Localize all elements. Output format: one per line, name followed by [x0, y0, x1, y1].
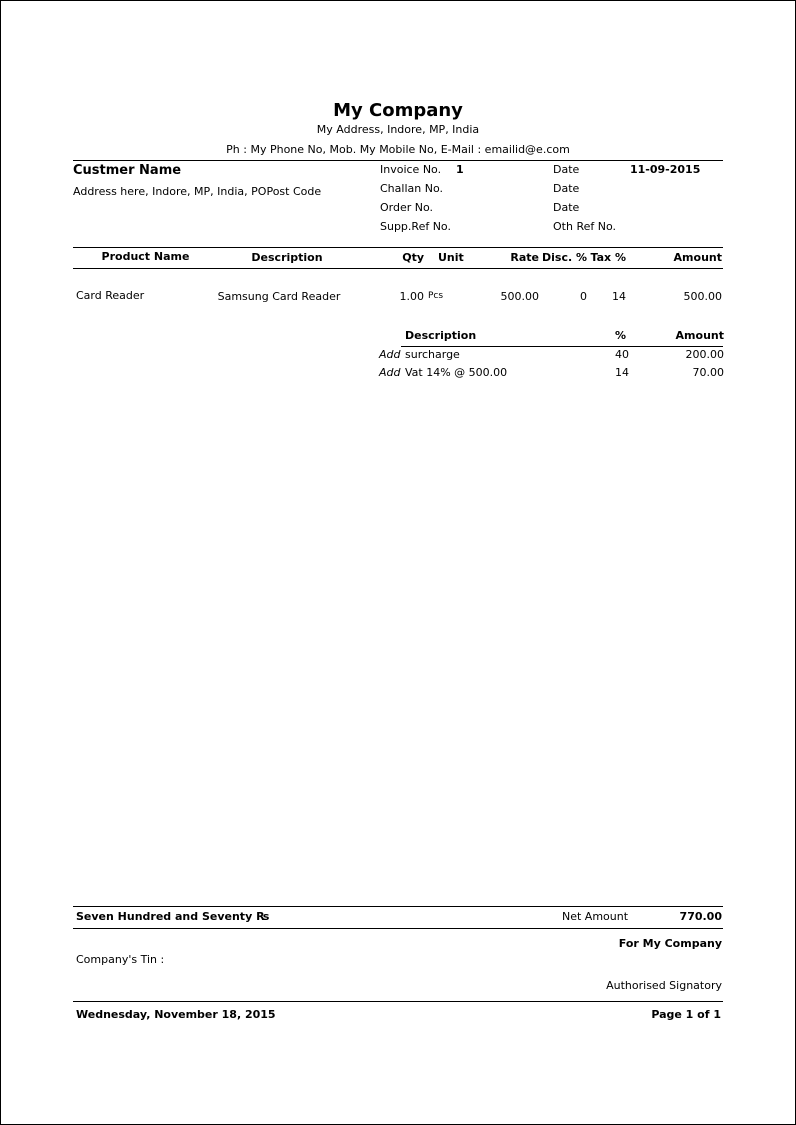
footer-divider	[73, 1001, 723, 1002]
supp-ref-label: Supp.Ref No.	[380, 220, 451, 233]
charges-col-description: Description	[405, 329, 477, 342]
charge-percent: 40	[615, 348, 629, 361]
invoice-date-value: 11-09-2015	[630, 163, 701, 176]
charge-percent: 14	[615, 366, 629, 379]
order-date-label: Date	[553, 201, 580, 214]
net-amount-value: 770.00	[679, 910, 722, 923]
invoice-no-value: 1	[456, 163, 464, 176]
charge-description: Vat 14% @ 500.00	[405, 366, 508, 379]
totals-top-divider	[73, 906, 723, 907]
charge-prefix: Add	[379, 366, 401, 379]
charges-header-divider	[401, 346, 723, 347]
invoice-no-label: Invoice No.	[380, 163, 442, 176]
col-rate: Rate	[510, 251, 539, 264]
oth-ref-label: Oth Ref No.	[553, 220, 616, 233]
challan-no-label: Challan No.	[380, 182, 443, 195]
order-no-label: Order No.	[380, 201, 434, 214]
charge-description: surcharge	[405, 348, 460, 361]
header-divider	[73, 160, 723, 161]
row-unit: Pcs	[428, 291, 444, 301]
items-header-divider	[73, 268, 723, 269]
company-contact: Ph : My Phone No, Mob. My Mobile No, E-Mail : emailid@e.com	[226, 143, 570, 156]
col-unit: Unit	[438, 251, 464, 264]
row-product: Card Reader	[76, 289, 145, 302]
col-disc: Disc. %	[542, 251, 587, 264]
challan-date-label: Date	[553, 182, 580, 195]
totals-bottom-divider	[73, 928, 723, 929]
for-company-label: For My Company	[618, 937, 722, 950]
company-tin-label: Company's Tin :	[76, 953, 165, 966]
customer-name: Custmer Name	[73, 163, 182, 178]
amount-in-words: Seven Hundred and Seventy ₨	[76, 910, 270, 923]
col-qty: Qty	[402, 251, 424, 264]
col-tax: Tax %	[590, 251, 626, 264]
row-amount: 500.00	[683, 290, 722, 303]
charge-amount: 70.00	[692, 366, 724, 379]
items-top-divider	[73, 247, 723, 248]
charge-amount: 200.00	[685, 348, 724, 361]
date-label: Date	[553, 163, 580, 176]
col-amount: Amount	[673, 251, 722, 264]
row-qty: 1.00	[399, 290, 424, 303]
charges-col-percent: %	[614, 329, 626, 342]
print-date: Wednesday, November 18, 2015	[76, 1008, 276, 1021]
page-info: Page 1 of 1	[651, 1008, 721, 1021]
company-address: My Address, Indore, MP, India	[316, 123, 480, 136]
customer-address: Address here, Indore, MP, India, POPost Code	[73, 185, 322, 198]
net-amount-label: Net Amount	[562, 910, 629, 923]
row-disc: 0	[580, 290, 587, 303]
authorised-signatory: Authorised Signatory	[606, 979, 722, 992]
charges-col-amount: Amount	[675, 329, 724, 342]
charge-prefix: Add	[379, 348, 401, 361]
col-description: Description	[251, 251, 323, 264]
row-rate: 500.00	[500, 290, 539, 303]
row-tax: 14	[612, 290, 626, 303]
company-name: My Company	[333, 100, 463, 121]
row-description: Samsung Card Reader	[217, 290, 341, 303]
col-product-name: Product Name	[101, 250, 190, 263]
